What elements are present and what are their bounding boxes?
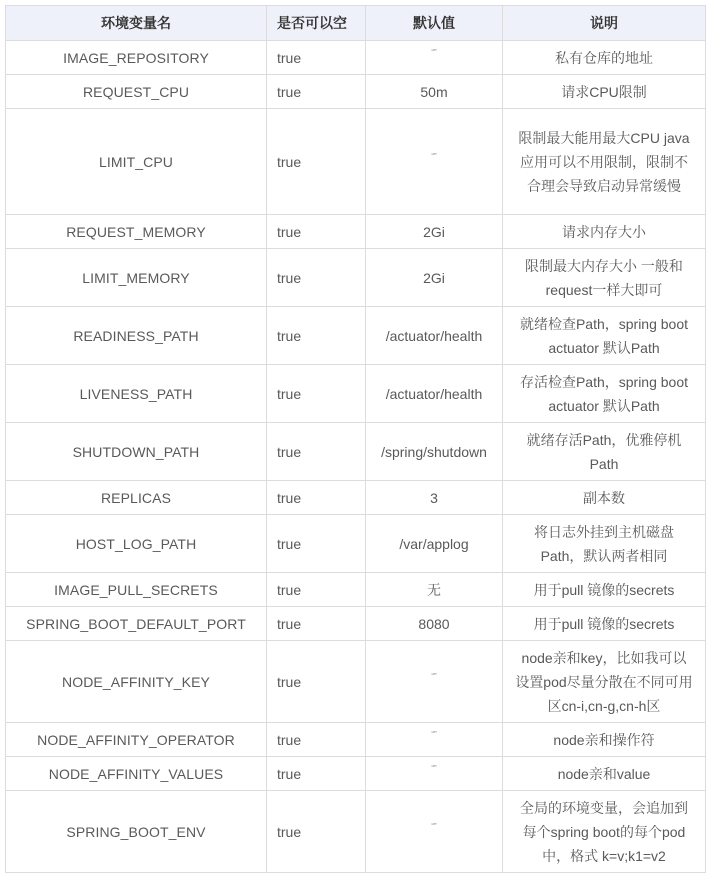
cell-env-name: LIVENESS_PATH (6, 365, 267, 423)
cell-default-value: 50m (366, 75, 503, 109)
cell-env-name: REQUEST_CPU (6, 75, 267, 109)
cell-description: 私有仓库的地址 (503, 41, 706, 75)
cell-nullable: true (267, 109, 366, 215)
cell-description: 就绪检查Path，spring boot actuator 默认Path (503, 307, 706, 365)
cell-nullable: true (267, 215, 366, 249)
empty-quote-value: “” (431, 672, 437, 681)
cell-nullable: true (267, 515, 366, 573)
cell-description: 用于pull 镜像的secrets (503, 573, 706, 607)
cell-env-name: SPRING_BOOT_DEFAULT_PORT (6, 607, 267, 641)
cell-default-value: 8080 (366, 607, 503, 641)
header-nullable: 是否可以空 (267, 6, 366, 41)
empty-quote-value: “” (431, 730, 437, 739)
cell-default-value: 2Gi (366, 249, 503, 307)
empty-quote-value: “” (431, 48, 437, 57)
cell-env-name: SHUTDOWN_PATH (6, 423, 267, 481)
cell-description: 请求CPU限制 (503, 75, 706, 109)
cell-default-value: /var/applog (366, 515, 503, 573)
cell-description: 存活检查Path，spring boot actuator 默认Path (503, 365, 706, 423)
table-row (6, 423, 706, 481)
cell-default-value (366, 757, 503, 791)
cell-description: 全局的环境变量，会追加到每个spring boot的每个pod中，格式 k=v;k1=v2 (503, 791, 706, 873)
table-row (6, 365, 706, 423)
cell-description: 将日志外挂到主机磁盘Path，默认两者相同 (503, 515, 706, 573)
header-description: 说明 (503, 6, 706, 41)
cell-nullable: true (267, 307, 366, 365)
header-row (6, 6, 706, 41)
empty-quote-value: “” (431, 152, 437, 161)
cell-nullable: true (267, 75, 366, 109)
cell-nullable: true (267, 791, 366, 873)
cell-description: 限制最大内存大小 一般和request一样大即可 (503, 249, 706, 307)
cell-default-value (366, 641, 503, 723)
cell-description: 限制最大能用最大CPU java应用可以不用限制，限制不合理会导致启动异常缓慢 (503, 109, 706, 215)
env-variables-table (5, 5, 706, 873)
cell-description: node亲和操作符 (503, 723, 706, 757)
cell-description: node亲和value (503, 757, 706, 791)
cell-env-name: SPRING_BOOT_ENV (6, 791, 267, 873)
table-row (6, 641, 706, 723)
cell-nullable: true (267, 41, 366, 75)
cell-description: 副本数 (503, 481, 706, 515)
cell-nullable: true (267, 481, 366, 515)
cell-nullable: true (267, 423, 366, 481)
cell-env-name: NODE_AFFINITY_VALUES (6, 757, 267, 791)
cell-description: node亲和key，比如我可以设置pod尽量分散在不同可用区cn-i,cn-g,cn-h区 (503, 641, 706, 723)
cell-default-value: 3 (366, 481, 503, 515)
header-env-name: 环境变量名 (6, 6, 267, 41)
cell-env-name: LIMIT_CPU (6, 109, 267, 215)
cell-env-name: READINESS_PATH (6, 307, 267, 365)
cell-default-value (366, 109, 503, 215)
cell-default-value: /actuator/health (366, 365, 503, 423)
table-row (6, 573, 706, 607)
cell-default-value (366, 41, 503, 75)
cell-env-name: REPLICAS (6, 481, 267, 515)
empty-quote-value: “” (431, 822, 437, 831)
cell-nullable: true (267, 573, 366, 607)
cell-default-value: /actuator/health (366, 307, 503, 365)
cell-nullable: true (267, 607, 366, 641)
cell-default-value: 2Gi (366, 215, 503, 249)
table-row (6, 75, 706, 109)
table-row (6, 41, 706, 75)
cell-nullable: true (267, 641, 366, 723)
cell-env-name: REQUEST_MEMORY (6, 215, 267, 249)
cell-description: 就绪存活Path，优雅停机Path (503, 423, 706, 481)
cell-nullable: true (267, 757, 366, 791)
cell-default-value (366, 791, 503, 873)
cell-default-value: /spring/shutdown (366, 423, 503, 481)
cell-env-name: NODE_AFFINITY_OPERATOR (6, 723, 267, 757)
table-header (6, 6, 706, 41)
table-row (6, 307, 706, 365)
table-row (6, 791, 706, 873)
table-row (6, 481, 706, 515)
cell-env-name: IMAGE_PULL_SECRETS (6, 573, 267, 607)
table-row (6, 515, 706, 573)
cell-env-name: NODE_AFFINITY_KEY (6, 641, 267, 723)
header-default-value: 默认值 (366, 6, 503, 41)
cell-default-value (366, 723, 503, 757)
table-row (6, 723, 706, 757)
cell-description: 请求内存大小 (503, 215, 706, 249)
table-row (6, 249, 706, 307)
cell-nullable: true (267, 723, 366, 757)
cell-env-name: HOST_LOG_PATH (6, 515, 267, 573)
cell-nullable: true (267, 365, 366, 423)
table-row (6, 757, 706, 791)
cell-description: 用于pull 镜像的secrets (503, 607, 706, 641)
table-row (6, 109, 706, 215)
cell-env-name: IMAGE_REPOSITORY (6, 41, 267, 75)
table-body (6, 41, 706, 873)
empty-quote-value: “” (431, 764, 437, 773)
cell-env-name: LIMIT_MEMORY (6, 249, 267, 307)
cell-nullable: true (267, 249, 366, 307)
table-row (6, 607, 706, 641)
table-row (6, 215, 706, 249)
cell-default-value: 无 (366, 573, 503, 607)
